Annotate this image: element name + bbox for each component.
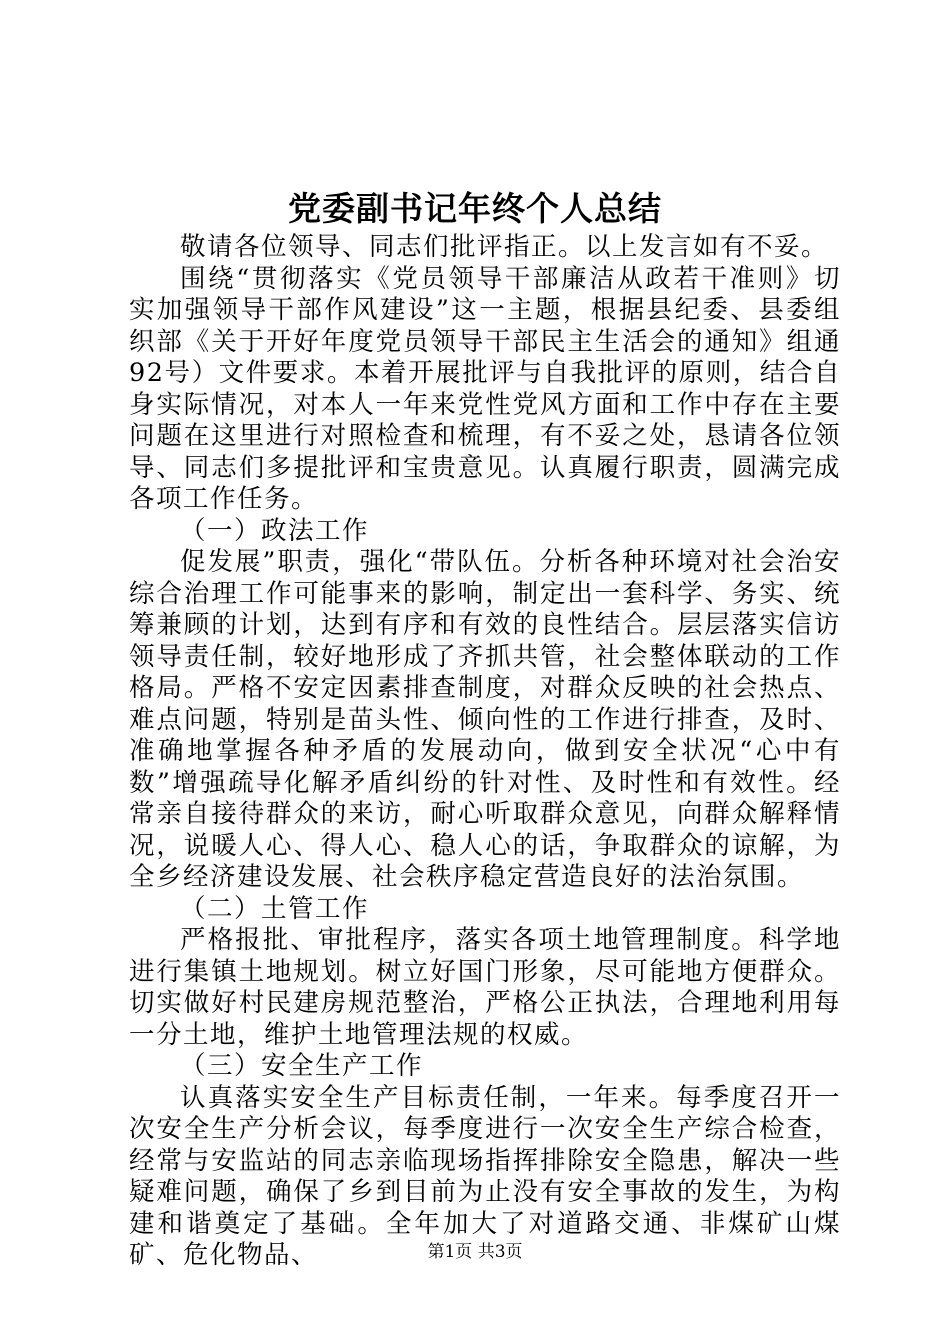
paragraph-work-safety: 认真落实安全生产目标责任制，一年来。每季度召开一次安全生产分析会议，每季度进行一次安全生产综合检查，经常与安监站的同志亲临现场指挥排除安全隐患，解决一些疑难问题，确保了乡到目前为止没有安全事故的发生，为构建和谐奠定了基础。全年加大了对道路交通、非煤矿山煤矿、危化物品、 [129, 1082, 841, 1270]
section-heading-political-legal: （一）政法工作 [180, 515, 370, 546]
document-title: 党委副书记年终个人总结 [288, 189, 662, 228]
page-number-footer: 第1页 共3页 [427, 1242, 523, 1262]
paragraph-closing-remark: 敬请各位领导、同志们批评指正。以上发言如有不妥。 [180, 232, 829, 262]
paragraph-introduction: 围绕“贯彻落实《党员领导干部廉洁从政若干准则》切实加强领导干部作风建设”这一主题，根据县纪委、县委组织部《关于开好年度党员领导干部民主生活会的通知》组通92号）文件要求。本着开展批评与自我批评的原则，结合自身实际情况，对本人一年来党性党风方面和工作中存在主要问题在这里进行对照检查和梳理，有不妥之处，恳请各位领导、同志们多提批评和宝贵意见。认真履行职责，圆满完成各项工作任务。 [129, 263, 841, 514]
section-heading-land-management: （二）土管工作 [180, 893, 370, 924]
paragraph-political-legal: 促发展”职责，强化“带队伍。分析各种环境对社会治安综合治理工作可能事来的影响，制定出一套科学、务实、统筹兼顾的计划，达到有序和有效的良性结合。层层落实信访领导责任制，较好地形成了齐抓共管，社会整体联动的工作格局。严格不安定因素排查制度，对群众反映的社会热点、难点问题，特别是苗头性、倾向性的工作进行排查，及时、准确地掌握各种矛盾的发展动向，做到安全状况“心中有数”增强疏导化解矛盾纠纷的针对性、及时性和有效性。经常亲自接待群众的来访，耐心听取群众意见，向群众解释情况，说暖人心、得人心、稳人心的话，争取群众的谅解，为全乡经济建设发展、社会秩序稳定营造良好的法治氛围。 [129, 547, 841, 892]
paragraph-land-management: 严格报批、审批程序，落实各项土地管理制度。科学地进行集镇土地规划。树立好国门形象，尽可能地方便群众。切实做好村民建房规范整治，严格公正执法，合理地利用每一分土地，维护土地管理法规的权威。 [129, 925, 841, 1050]
section-heading-work-safety: （三）安全生产工作 [180, 1051, 424, 1081]
document-body [129, 232, 841, 1272]
